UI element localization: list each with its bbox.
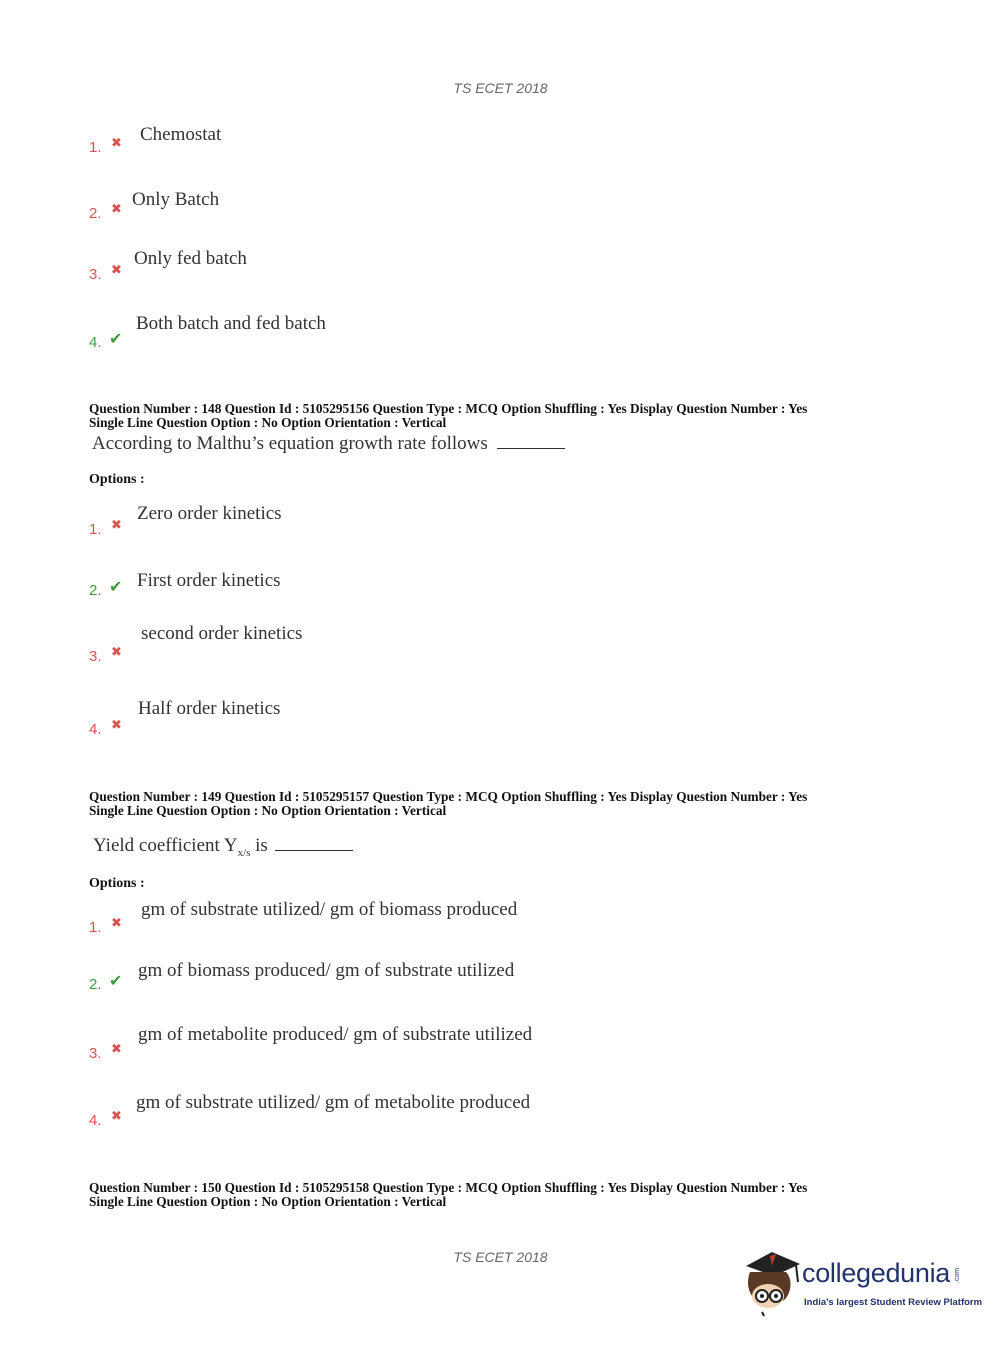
option-text: Both batch and fed batch (136, 313, 326, 334)
option-text: Only Batch (132, 189, 220, 210)
options-label: Options : (89, 876, 145, 891)
question-text (92, 433, 565, 455)
question-meta-line2: Single Line Question Option : No Option Orientation : Vertical (89, 1194, 447, 1209)
option-number: 4. (89, 721, 102, 738)
logo-wordmark: collegedunia (802, 1258, 951, 1288)
option-number: 4. (89, 334, 102, 351)
option-text: Chemostat (140, 124, 222, 145)
option-number: 2. (89, 582, 102, 599)
answer-blank (275, 849, 353, 851)
question-meta-line2: Single Line Question Option : No Option Orientation : Vertical (89, 415, 447, 430)
option-text: Zero order kinetics (137, 503, 282, 524)
logo-tagline: India's largest Student Review Platform (804, 1297, 983, 1308)
check-icon: ✔ (109, 577, 123, 596)
option-number: 1. (89, 139, 102, 156)
option-number: 2. (89, 205, 102, 222)
option-number: 3. (89, 648, 102, 665)
question-meta-line1: Question Number : 149 Question Id : 5105295157 Question Type : MCQ Option Shuffling : Yes Display Question Number : Yes (89, 789, 808, 804)
option-number: 4. (89, 1112, 102, 1129)
option-text: gm of substrate utilized/ gm of metabolite produced (136, 1092, 531, 1113)
options-label: Options : (89, 472, 145, 487)
answer-blank (497, 447, 565, 449)
cross-icon: ✖ (111, 916, 122, 931)
collegedunia-logo (742, 1250, 983, 1320)
question-subscript: x/s (237, 846, 251, 859)
cross-icon: ✖ (111, 263, 122, 278)
option-text: second order kinetics (141, 623, 303, 644)
option-number: 2. (89, 976, 102, 993)
cross-icon: ✖ (111, 1042, 122, 1057)
cross-icon: ✖ (111, 136, 122, 151)
option-number: 3. (89, 1045, 102, 1062)
check-icon: ✔ (109, 971, 123, 990)
logo-suffix: .com (954, 1267, 962, 1284)
question-text (93, 835, 353, 859)
page-footer: TS ECET 2018 (453, 1249, 548, 1265)
option-text: First order kinetics (137, 570, 281, 591)
cross-icon: ✖ (111, 202, 122, 217)
check-icon: ✔ (109, 329, 123, 348)
option-text: Only fed batch (134, 248, 247, 269)
mascot-icon (742, 1250, 802, 1320)
question-stem-end: is (250, 835, 268, 856)
cross-icon: ✖ (111, 1109, 122, 1124)
cross-icon: ✖ (111, 645, 122, 660)
question-stem: According to Malthu’s equation growth rate follows (92, 433, 488, 454)
option-text: gm of substrate utilized/ gm of biomass produced (141, 899, 518, 920)
option-number: 1. (89, 919, 102, 936)
option-text: Half order kinetics (138, 698, 281, 719)
question-stem: Yield coefficient Y (93, 835, 238, 856)
cross-icon: ✖ (111, 718, 122, 733)
question-meta-line2: Single Line Question Option : No Option Orientation : Vertical (89, 803, 447, 818)
option-number: 3. (89, 266, 102, 283)
cross-icon: ✖ (111, 518, 122, 533)
option-text: gm of metabolite produced/ gm of substrate utilized (138, 1024, 533, 1045)
option-text: gm of biomass produced/ gm of substrate utilized (138, 960, 515, 981)
page-header: TS ECET 2018 (453, 80, 548, 96)
question-meta-line1: Question Number : 150 Question Id : 5105295158 Question Type : MCQ Option Shuffling : Yes Display Question Number : Yes (89, 1180, 808, 1195)
question-meta-line1: Question Number : 148 Question Id : 5105295156 Question Type : MCQ Option Shuffling : Yes Display Question Number : Yes (89, 401, 808, 416)
option-number: 1. (89, 521, 102, 538)
